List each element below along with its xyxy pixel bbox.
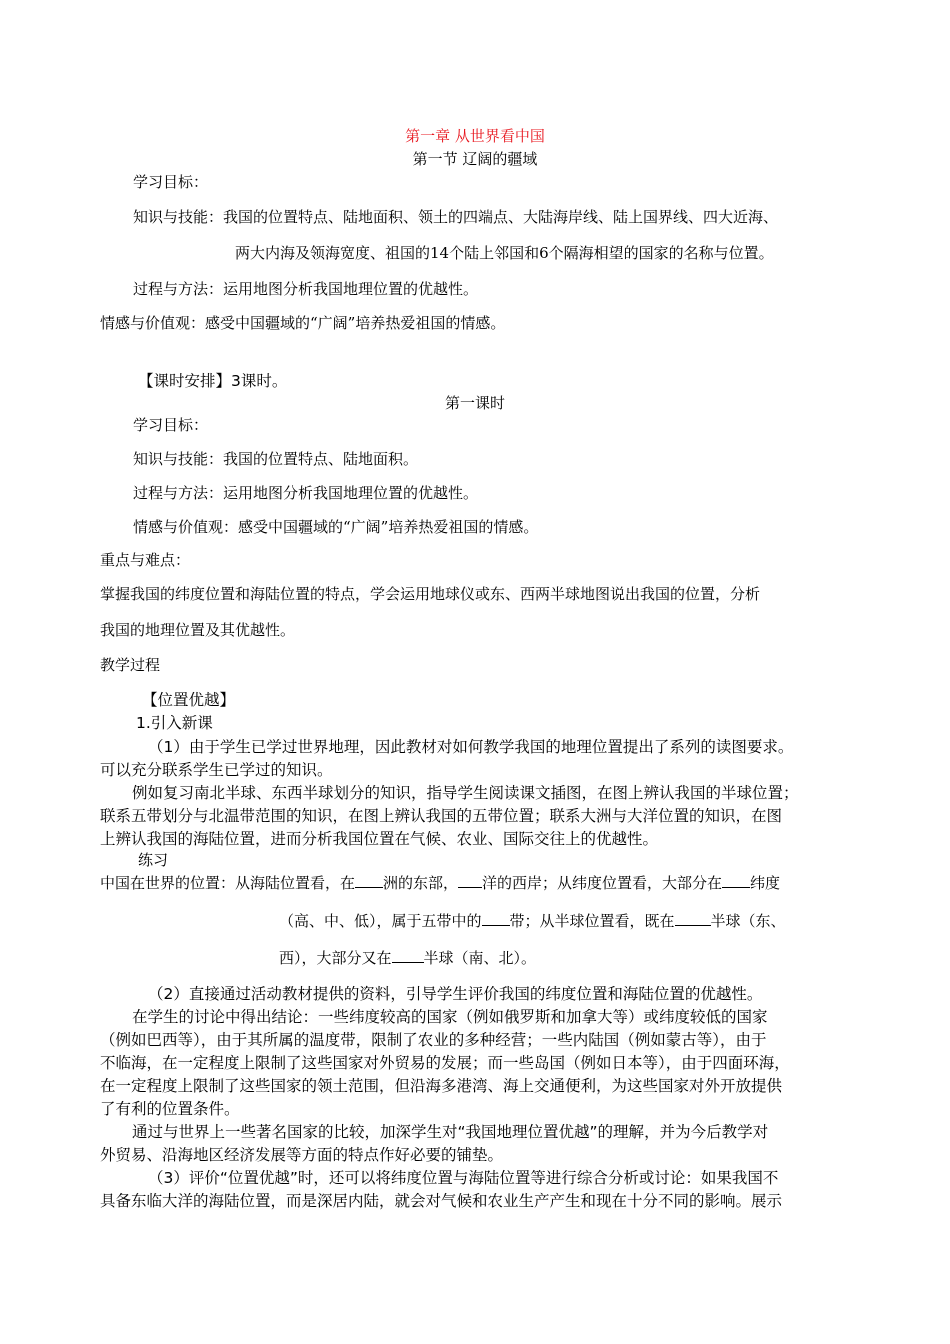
exercise-text: 半球（东、 [710, 912, 786, 930]
exercise-text: 西），大部分又在 [279, 949, 392, 967]
para5-line-1: 通过与世界上一些著名国家的比较，加深学生对“我国地理位置优越”的理解，并为今后教学对 [132, 1123, 769, 1141]
process-method-2: 过程与方法：运用地图分析我国地理位置的优越性。 [133, 484, 479, 502]
exercise-line-2 [279, 910, 786, 931]
exercise-text: 半球（南、北）。 [423, 949, 537, 967]
knowledge-skills-line-1: 知识与技能：我国的位置特点、陆地面积、领土的四端点、大陆海岸线、陆上国界线、四大近海、 [133, 208, 779, 226]
knowledge-skills-line-2: 两大内海及领海宽度、祖国的14个陆上邻国和6个隔海相望的国家的名称与位置。 [235, 244, 774, 262]
exercise-text: 带；从半球位置看，既在 [509, 912, 675, 930]
lesson-title: 第一课时 [444, 394, 505, 412]
section-title: 第一节 辽阔的疆域 [412, 150, 538, 168]
fill-blank[interactable] [722, 872, 750, 888]
exercise-text: 洋的西岸；从纬度位置看，大部分在 [482, 874, 723, 892]
fill-blank[interactable] [355, 872, 383, 888]
intro-heading: 1.引入新课 [136, 714, 213, 732]
para6-line-2: 具备东临大洋的海陆位置，而是深居内陆，就会对气候和农业生产产生和现在十分不同的影响。展示 [100, 1192, 783, 1210]
para3: （2）直接通过活动教材提供的资料，引导学生评价我国的纬度位置和海陆位置的优越性。 [148, 985, 763, 1003]
position-heading: 【位置优越】 [142, 691, 236, 709]
knowledge-skills-2: 知识与技能：我国的位置特点、陆地面积。 [133, 450, 419, 468]
para4-line-5: 了有利的位置条件。 [100, 1100, 240, 1118]
key-points-line-1: 掌握我国的纬度位置和海陆位置的特点，学会运用地球仪或东、西两半球地图说出我国的位置，分析 [100, 585, 761, 603]
key-points-line-2: 我国的地理位置及其优越性。 [100, 621, 296, 639]
chapter-title: 第一章 从世界看中国 [405, 127, 545, 145]
fill-blank[interactable] [675, 910, 711, 926]
teaching-process-heading: 教学过程 [100, 656, 161, 674]
exercise-line-3 [279, 947, 536, 968]
emotion-value-2: 情感与价值观：感受中国疆域的“广阔”培养热爱祖国的情感。 [133, 518, 539, 536]
para5-line-2: 外贸易、沿海地区经济发展等方面的特点作好必要的铺垫。 [100, 1146, 504, 1164]
objectives-heading: 学习目标： [133, 173, 209, 191]
exercise-text: 中国在世界的位置：从海陆位置看，在 [100, 874, 356, 892]
para2-line-3: 上辨认我国的海陆位置，进而分析我国位置在气候、农业、国际交往上的优越性。 [100, 830, 659, 848]
exercise-line-1 [100, 872, 780, 893]
para4-line-4: 在一定程度上限制了这些国家的领土范围，但沿海多港湾、海上交通便利，为这些国家对外开放提供 [100, 1077, 783, 1095]
para4-line-1: 在学生的讨论中得出结论：一些纬度较高的国家（例如俄罗斯和加拿大等）或纬度较低的国家 [132, 1008, 768, 1026]
key-points-heading: 重点与难点： [100, 551, 191, 569]
fill-blank[interactable] [392, 947, 424, 963]
para6-line-1: （3）评价“位置优越”时，还可以将纬度位置与海陆位置等进行综合分析或讨论：如果我国不 [148, 1169, 779, 1187]
para4-line-2: （例如巴西等），由于其所属的温度带，限制了农业的多种经营；一些内陆国（例如蒙古等），由于 [100, 1031, 767, 1049]
objectives-heading-2: 学习目标： [133, 416, 209, 434]
para2-line-1: 例如复习南北半球、东西半球划分的知识，指导学生阅读课文插图，在图上辨认我国的半球位置； [132, 784, 799, 802]
schedule: 【课时安排】3课时。 [138, 372, 288, 390]
fill-blank[interactable] [482, 910, 510, 926]
exercise-text: （高、中、低），属于五带中的 [279, 912, 482, 930]
exercise-text: 纬度 [750, 874, 781, 892]
emotion-value: 情感与价值观：感受中国疆域的“广阔”培养热爱祖国的情感。 [100, 314, 506, 332]
para4-line-3: 不临海，在一定程度上限制了这些国家对外贸易的发展；而一些岛国（例如日本等），由于四面环海， [100, 1054, 790, 1072]
para1-line-1: （1）由于学生已学过世界地理，因此教材对如何教学我国的地理位置提出了系列的读图要求。 [148, 738, 794, 756]
fill-blank[interactable] [458, 872, 482, 888]
para2-line-2: 联系五带划分与北温带范围的知识，在图上辨认我国的五带位置；联系大洲与大洋位置的知识，在图 [100, 807, 783, 825]
para1-line-2: 可以充分联系学生已学过的知识。 [100, 761, 333, 779]
exercise-label: 练习 [138, 851, 169, 869]
exercise-text: 洲的东部， [383, 874, 459, 892]
process-method: 过程与方法：运用地图分析我国地理位置的优越性。 [133, 280, 479, 298]
